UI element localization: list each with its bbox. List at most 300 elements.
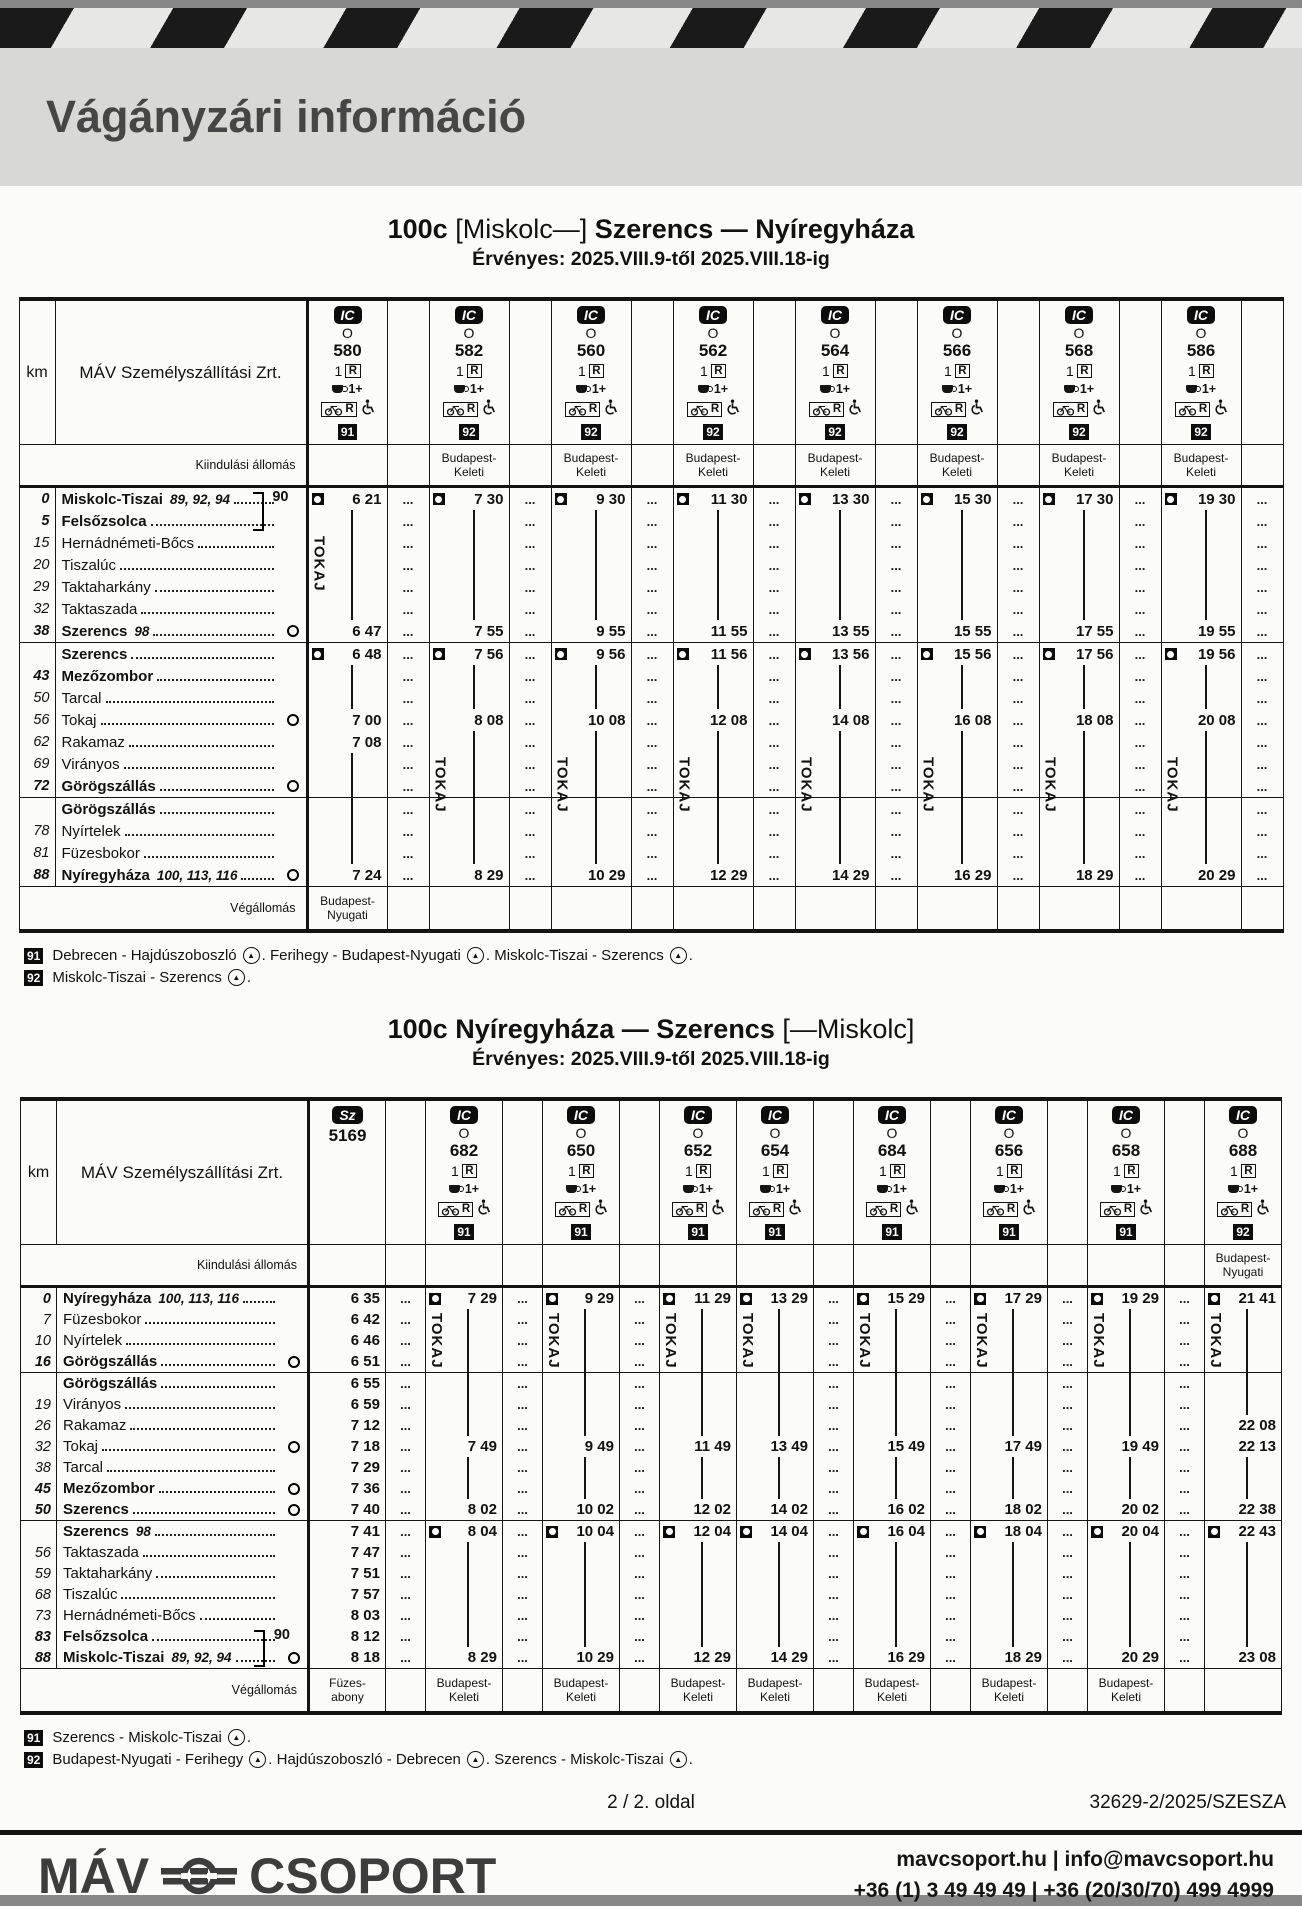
bistro-service [332,382,362,396]
no-service-cell: ... [503,1647,543,1669]
km-cell: 73 [21,1605,57,1626]
time-cell [309,1584,386,1605]
time-cell [673,643,753,666]
km-cell: 69 [19,753,55,775]
departure-time: 7 29 [467,1290,497,1308]
train-column-header [310,1101,385,1149]
departure-time: 8 08 [474,711,504,729]
km-cell: 26 [21,1415,57,1436]
no-service-cell: ... [1119,510,1161,532]
dotted-leader [145,1322,275,1324]
train-passes-cell [1205,1563,1282,1584]
no-service-cell: ... [997,643,1039,666]
no-service-cell: ... [1119,775,1161,798]
train-name-label: TOKAJ [919,757,937,813]
terminus-station: Budapest- [553,1675,609,1690]
train-passes-cell [660,1605,737,1626]
departure-time: 13 55 [831,622,870,640]
time-cell [543,1436,620,1457]
departure-time: 7 30 [474,490,504,508]
time-cell [429,864,509,887]
no-service-cell: ... [1165,1457,1205,1478]
train-passes-cell [543,1605,620,1626]
class-and-reservation [568,1163,594,1179]
class-and-reservation [456,363,482,379]
station-row [21,1309,1282,1330]
terminus-station: Keleti [565,1690,597,1705]
station-row [19,598,1283,620]
train-passes-cell [917,753,997,813]
train-passes-cell [1039,510,1119,532]
origin-cell [386,1245,426,1287]
station-circle-icon [288,1652,300,1664]
no-service-cell: ... [997,620,1039,643]
km-cell [21,1373,57,1395]
train-number: 580 [333,341,362,361]
time-cell [551,643,631,666]
empty-header-cell [387,299,429,445]
train-passes-cell [917,842,997,864]
time-cell [426,1287,503,1310]
wheelchair-icon [482,399,495,419]
train-number: 688 [1228,1141,1258,1161]
track-closure-replacement-icon: ▲ [228,1729,245,1746]
train-name-label: TOKAJ [739,1313,756,1369]
time-cell [309,1436,386,1457]
train-passes-cell [1088,1415,1165,1436]
no-service-cell: ... [1165,1584,1205,1605]
brand-text-mav: MÁV [38,1847,150,1904]
origin-cell [631,445,673,487]
no-service-cell: ... [875,775,917,798]
time-cell [1088,1647,1165,1669]
reservation-circle-symbol: O [1237,1125,1249,1142]
reservation-marker-icon [312,493,324,505]
intercity-badge: IC [450,1106,478,1124]
time-cell [1205,1436,1282,1457]
origin-station: Keleti [941,465,973,480]
no-service-cell: ... [1048,1415,1088,1436]
terminus-station: Budapest- [436,1675,492,1690]
train-passes-cell [429,687,509,709]
station-cell [57,1287,309,1310]
dotted-leader [131,657,273,659]
departure-time: 19 55 [1197,622,1236,640]
reservation-marker-icon [546,1526,558,1538]
timetable-table [19,297,1284,933]
mav-csoport-logo [38,1847,496,1905]
time-cell [309,1521,386,1543]
no-service-cell: ... [997,554,1039,576]
reservation-marker-icon [312,648,324,660]
time-cell [854,1647,931,1669]
km-cell [19,798,55,821]
time-cell [309,1457,386,1478]
train-passes-cell [737,1478,814,1499]
no-service-cell: ... [1165,1330,1205,1351]
no-service-cell: ... [1119,665,1161,687]
time-cell [854,1287,931,1310]
reservation-R-icon: R [696,1164,711,1178]
station-row [21,1584,1282,1605]
train-passes-cell [737,1584,814,1605]
reservation-marker-icon [1165,648,1177,660]
time-cell [1161,709,1241,731]
departure-time: 14 29 [831,866,870,884]
reservation-circle-symbol: O [1120,1125,1132,1142]
train-passes-cell [795,554,875,576]
no-service-cell: ... [387,620,429,643]
no-service-cell: ... [1119,864,1161,887]
train-passes-cell [917,687,997,709]
bistro-service [760,1182,790,1196]
no-service-cell: ... [620,1373,660,1395]
departure-time: 8 12 [350,1628,380,1646]
first-class-label: 1 [684,1163,693,1180]
station-row [19,775,1283,798]
class-and-reservation [578,363,604,379]
time-cell [1088,1499,1165,1521]
no-service-cell: ... [1048,1521,1088,1543]
reservation-marker-icon [799,648,811,660]
station-cell [57,1373,309,1395]
train-passes-cell [673,598,753,620]
timetable-outbound [0,297,1302,933]
time-cell [795,487,875,511]
accessibility-icons [438,1199,490,1219]
dotted-leader [155,1534,275,1536]
departure-time: 16 04 [887,1523,925,1541]
train-passes-cell [1161,731,1241,753]
train-passes-cell [1039,687,1119,709]
first-class-label: 1 [1112,1163,1121,1180]
departure-time: 9 55 [596,622,626,640]
reservation-circle-symbol: O [458,1125,470,1142]
intercity-badge: IC [577,306,605,324]
table-header-row [19,299,1283,445]
footnote-badge: 91 [765,1224,784,1240]
no-service-cell: ... [1048,1436,1088,1457]
station-name: Szerencs [63,1523,129,1541]
no-service-cell: ... [1165,1436,1205,1457]
no-service-cell: ... [620,1647,660,1669]
no-service-cell: ... [1048,1563,1088,1584]
train-column-header [971,1101,1047,1244]
bistro-label: 1+ [1009,1182,1025,1197]
origin-cell [551,445,631,487]
reservation-circle-symbol: O [886,1125,898,1142]
track-closure-replacement-icon: ▲ [228,969,245,986]
no-service-cell: ... [931,1563,971,1584]
no-service-cell: ... [1165,1521,1205,1543]
departure-time: 17 49 [1004,1438,1042,1456]
departure-time: 15 30 [953,490,992,508]
station-name: Füzesbokor [61,844,140,862]
time-cell [309,1542,386,1563]
terminus-label: Végállomás [21,1669,309,1714]
bistro-icon [820,385,831,393]
no-service-cell: ... [753,687,795,709]
no-service-cell: ... [1048,1605,1088,1626]
station-row [19,620,1283,643]
origin-row [21,1245,1282,1287]
dotted-leader [126,1343,275,1345]
train-passes-cell [307,532,387,592]
train-passes-cell [660,1563,737,1584]
reservation-circle-symbol: O [575,1125,587,1142]
no-service-cell: ... [386,1415,426,1436]
corporate-footer [0,1835,1302,1906]
station-cell [55,798,307,821]
no-service-cell: ... [509,842,551,864]
station-name: Taktaharkány [61,578,151,596]
no-service-cell: ... [631,643,673,666]
no-service-cell: ... [503,1626,543,1647]
terminus-cell [1088,1669,1165,1714]
terminus-cell [551,887,631,932]
intercity-badge: IC [821,306,849,324]
reservation-R-icon: R [345,364,360,378]
train-passes-cell [543,1309,620,1369]
train-number: 656 [994,1141,1024,1161]
no-service-cell: ... [631,820,673,842]
no-service-cell: ... [1241,775,1283,798]
time-cell [307,709,387,731]
km-cell: 59 [21,1563,57,1584]
station-cell [55,532,307,554]
intercity-badge: IC [943,306,971,324]
terminus-station: Nyugati [327,908,368,923]
footnote-badge: 92 [703,424,722,440]
train-passes-cell [1205,1457,1282,1478]
footnote-line: 91 Debrecen - Hajdúszoboszló ▲ . Ferihegy - Budapest-Nyugati ▲ . Miskolc-Tiszai - Szerencs ▲ . [24,947,1302,964]
no-service-cell: ... [509,620,551,643]
time-cell [673,487,753,511]
scanned-timetable-page [0,8,1302,1904]
terminus-cell [660,1669,737,1714]
bistro-service [698,382,728,396]
terminus-station: abony [331,1690,364,1705]
no-service-cell: ... [814,1394,854,1415]
km-cell: 32 [21,1436,57,1457]
train-passes-cell [660,1584,737,1605]
wheelchair-icon [726,399,739,419]
bistro-service [1111,1182,1141,1196]
no-service-cell: ... [1165,1287,1205,1310]
bicycle-reservation-icon: R [443,402,478,417]
bicycle-reservation-icon: R [687,402,722,417]
empty-header-cell [509,299,551,445]
no-service-cell: ... [997,842,1039,864]
train-passes-cell [673,731,753,753]
dotted-leader [106,701,274,703]
reservation-marker-icon [974,1526,986,1538]
train-passes-cell [426,1626,503,1647]
footnote-badge: 91 [882,1224,901,1240]
no-service-cell: ... [620,1626,660,1647]
station-cell [55,687,307,709]
train-passes-cell [426,1563,503,1584]
no-service-cell: ... [631,665,673,687]
departure-time: 7 29 [350,1459,380,1477]
train-passes-cell [551,576,631,598]
dotted-leader [133,1512,275,1514]
departure-time: 22 08 [1238,1417,1276,1435]
terminus-cell [971,1669,1048,1714]
reservation-marker-icon [740,1293,752,1305]
time-cell [307,731,387,753]
title-run: 100c [387,214,456,244]
departure-time: 7 49 [467,1438,497,1456]
train-column-header [1205,1101,1281,1244]
time-cell [309,1499,386,1521]
time-cell [917,643,997,666]
no-service-cell: ... [387,775,429,798]
station-name: Görögszállás [63,1375,158,1393]
origin-cell [917,445,997,487]
departure-time: 10 29 [587,866,626,884]
origin-station: Budapest- [1051,450,1107,465]
empty-header-cell [620,1099,660,1245]
bistro-service [1228,1182,1258,1196]
km-cell: 50 [19,687,55,709]
departure-time: 14 02 [770,1501,808,1519]
bicycle-reservation-icon: R [1175,402,1210,417]
no-service-cell: ... [509,798,551,821]
no-service-cell: ... [387,598,429,620]
time-cell [307,643,387,666]
departure-time: 6 47 [352,622,382,640]
train-passes-cell [543,1584,620,1605]
no-service-cell: ... [931,1499,971,1521]
departure-time: 20 29 [1197,866,1236,884]
time-cell [1039,620,1119,643]
dotted-leader [159,1491,275,1493]
km-cell: 88 [21,1647,57,1669]
no-service-cell: ... [631,687,673,709]
train-column-header [1040,301,1119,444]
no-service-cell: ... [509,643,551,666]
dotted-leader [107,1470,275,1472]
train-passes-cell [795,842,875,864]
train-column-header [552,301,631,444]
reservation-marker-icon [1043,493,1055,505]
origin-cell [1119,445,1161,487]
masthead-band [0,48,1302,186]
no-service-cell: ... [387,487,429,511]
no-service-cell: ... [509,753,551,775]
no-service-cell: ... [1048,1542,1088,1563]
no-service-cell: ... [509,820,551,842]
origin-station: Budapest- [441,450,497,465]
no-service-cell: ... [931,1309,971,1330]
hazard-stripes-banner [0,8,1302,48]
time-cell [1039,864,1119,887]
train-passes-cell [429,532,509,554]
train-name-label: TOKAJ [662,1313,679,1369]
no-service-cell: ... [509,775,551,798]
no-service-cell: ... [753,576,795,598]
bicycle-reservation-icon: R [565,402,600,417]
footnote-badge: 92 [459,424,478,440]
departure-time: 14 08 [831,711,870,729]
origin-cell [503,1245,543,1287]
track-closure-replacement-icon: ▲ [670,1751,687,1768]
terminus-row [19,887,1283,932]
departure-time: 6 35 [350,1290,380,1308]
train-column-header [430,301,509,444]
operator-header: MÁV Személyszállítási Zrt. [55,299,307,445]
time-cell [971,1436,1048,1457]
station-row [19,554,1283,576]
no-service-cell: ... [503,1287,543,1310]
km-cell: 62 [19,731,55,753]
no-service-cell: ... [814,1351,854,1373]
station-cell [57,1563,309,1584]
station-name: Görögszállás [61,777,156,795]
station-row [21,1415,1282,1436]
train-passes-cell [737,1563,814,1584]
terminus-cell [429,887,509,932]
empty-header-cell [1165,1099,1205,1245]
bicycle-reservation-icon: R [1100,1202,1135,1217]
phone-fixed: +36 (1) 3 49 49 49 [853,1878,1026,1902]
train-passes-cell [1039,576,1119,598]
branch-line-number: 90 [273,1627,290,1644]
train-passes-cell [917,576,997,598]
reservation-R-icon: R [890,1164,905,1178]
footnote-badge: 91 [999,1224,1018,1240]
no-service-cell: ... [875,510,917,532]
train-column-header [674,301,753,444]
terminus-row [21,1669,1282,1714]
station-name: Tokaj [63,1438,99,1456]
time-cell [307,864,387,887]
no-service-cell: ... [1241,554,1283,576]
train-passes-cell [429,554,509,576]
departure-time: 8 03 [350,1607,380,1625]
dotted-leader [101,723,274,725]
time-cell [660,1436,737,1457]
train-passes-cell [854,1626,931,1647]
train-passes-cell [1039,753,1119,813]
departure-time: 7 47 [350,1544,380,1562]
footnote-line: 92 Miskolc-Tiszai - Szerencs ▲ . [24,969,1302,986]
time-cell [1205,1647,1282,1669]
footnote-badge: 91 [688,1224,707,1240]
train-passes-cell [660,1309,737,1369]
time-cell [426,1647,503,1669]
footnote-badge: 91 [24,1730,43,1746]
origin-cell [854,1245,931,1287]
station-row [21,1457,1282,1478]
no-service-cell: ... [814,1436,854,1457]
train-passes-cell [426,1605,503,1626]
no-service-cell: ... [753,487,795,511]
no-service-cell: ... [814,1373,854,1395]
contact-web-line: mavcsoport.hu | info@mavcsoport.hu [896,1848,1274,1872]
train-passes-cell [854,1478,931,1499]
reservation-R-icon: R [833,364,848,378]
class-and-reservation [700,363,726,379]
train-passes-cell [917,731,997,753]
no-service-cell: ... [387,753,429,775]
departure-time: 8 29 [474,866,504,884]
time-cell [660,1647,737,1669]
station-cell [57,1330,309,1351]
terminus-station: Keleti [993,1690,1025,1705]
no-service-cell: ... [931,1478,971,1499]
